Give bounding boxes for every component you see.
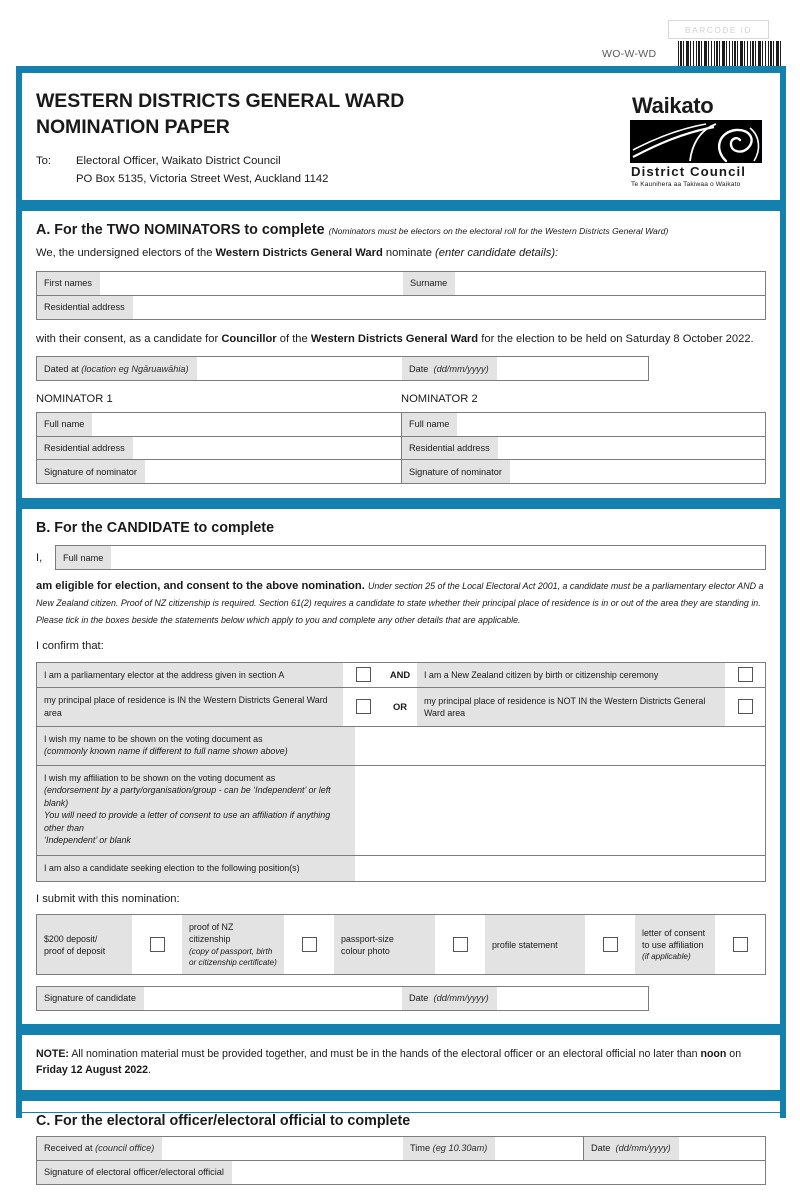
nominator-2-address-input[interactable] [498,437,765,459]
nominator-2-signature-input[interactable] [510,460,765,483]
addressee-line-1: Electoral Officer, Waikato District Council [76,155,281,168]
consent-pre: with their consent, as a candidate for [36,332,222,345]
preferred-name-label-text: I wish my name to be shown on the voting document as [44,733,263,744]
section-a-heading [36,222,766,238]
received-date-label [584,1137,679,1159]
table-row [37,766,765,856]
first-names-label: First names [37,272,100,294]
submit-item-affiliation-letter [635,915,715,973]
table-row [37,688,765,727]
received-time-label [403,1137,495,1159]
affiliation-label [37,766,355,855]
barcode-image [678,41,782,66]
logo-wordmark: Waikato [632,93,714,118]
nominator-1-address-label: Residential address [37,437,133,459]
official-signature-input[interactable] [232,1161,765,1184]
confirm-row-0-left-checkbox[interactable] [343,663,383,687]
nominator-2-heading: NOMINATOR 2 [401,393,478,406]
checkbox-icon [150,937,165,952]
confirm-row-0-right: I am a New Zealand citizen by birth or citizenship ceremony [417,663,725,687]
header-panel [22,73,780,200]
barcode-id-box [668,20,769,39]
table-row [37,727,765,766]
confirm-row-1-right-checkbox[interactable] [725,688,765,726]
submit-item-affiliation-line1: letter of consent [642,928,706,938]
section-b-date-hint: (dd/mm/yyyy) [433,992,489,1003]
submit-item-affiliation-hint: (if applicable) [642,952,691,962]
received-date-input[interactable] [679,1137,765,1159]
received-time-input[interactable] [495,1137,583,1159]
top-strip [0,0,800,66]
nominator-1-heading: NOMINATOR 1 [36,393,113,406]
affiliation-input[interactable] [355,766,765,855]
submit-item-photo-line1: passport-size [341,933,394,944]
submit-item-photo-checkbox[interactable] [435,915,485,973]
addressee-label: To: [36,155,52,168]
received-at-text: Received at [44,1143,93,1154]
dated-at-hint: (location eg Ngāruawāhia) [81,363,189,374]
submit-item-affiliation-checkbox[interactable] [715,915,765,973]
section-a-date-hint: (dd/mm/yyyy) [433,363,489,374]
nominator-2-signature-label: Signature of nominator [402,460,510,483]
candidate-name-row [36,545,766,570]
checkbox-icon [302,937,317,952]
received-date-text: Date [591,1143,611,1154]
received-time-text: Time [410,1143,431,1154]
page-title [36,89,628,140]
received-at-label [37,1137,162,1159]
first-names-input[interactable] [100,272,403,294]
section-b-date-input[interactable] [497,987,648,1010]
submit-item-deposit-checkbox[interactable] [132,915,182,973]
submit-item-citizenship-hint: (copy of passport, birth or citizenship certificate) [189,946,277,967]
nominator-1-column [37,413,401,483]
submit-heading: I submit with this nomination: [36,892,180,905]
addressee-line-2: PO Box 5135, Victoria Street West, Auckland 1142 [76,172,329,185]
affiliation-label-text: I wish my affiliation to be shown on the voting document as [44,772,276,783]
barcode-id-label: BARCODE ID [685,24,752,35]
section-a-title: A. For the TWO NOMINATORS to complete [36,222,325,239]
logo-koru-icon [630,120,762,163]
eligibility-statement [36,578,766,628]
official-signature-label: Signature of electoral officer/electoral official [37,1161,232,1184]
dated-at-text: Dated at [44,363,79,374]
logo-subtitle: District Council [631,164,747,179]
submit-item-citizenship [182,915,284,973]
checkbox-icon [733,937,748,952]
nominator-2-column [401,413,765,483]
table-row [37,437,401,460]
received-date-hint: (dd/mm/yyyy) [615,1143,671,1154]
section-b-heading: B. For the CANDIDATE to complete [36,520,275,537]
candidate-full-name-table [55,545,766,570]
table-row [37,357,648,380]
note-bold-noon: noon [700,1047,727,1060]
candidate-signature-label: Signature of candidate [37,987,144,1010]
submit-item-deposit [37,915,132,973]
submit-item-profile: profile statement [485,915,585,973]
section-a-consent [36,331,766,348]
note-block [22,1035,780,1091]
confirm-row-0-right-checkbox[interactable] [725,663,765,687]
confirm-row-1-right: my principal place of residence is NOT IN the Western Districts General Ward area [417,688,725,726]
received-at-hint: (council office) [95,1143,155,1154]
submit-item-deposit-line2: proof of deposit [44,945,106,956]
table-row [402,437,765,460]
submit-item-citizenship-line1: proof of NZ citizenship [189,922,234,945]
checkbox-icon [453,937,468,952]
confirm-row-0-left: I am a parliamentary elector at the address given in section A [37,663,343,687]
affiliation-hint-2: You will need to provide a letter of consent to use an affiliation if anything other than [44,810,331,833]
checkbox-icon [603,937,618,952]
dated-at-table [36,356,649,381]
section-b-date-label [402,987,497,1010]
section-c [22,1113,780,1194]
received-at-input[interactable] [162,1137,403,1159]
candidate-address-input[interactable] [133,296,765,319]
candidate-signature-table [36,986,649,1011]
section-a-intro [36,245,766,262]
table-row [37,1137,765,1160]
consent-ward: Western Districts General Ward [310,332,479,345]
other-positions-input[interactable] [355,856,765,881]
note-prefix: NOTE: [36,1047,69,1060]
nominator-1-full-name-input[interactable] [92,413,401,435]
candidate-full-name-label: Full name [56,546,111,569]
section-a-date-label [402,357,497,380]
eligibility-bold: am eligible for election, and consent to the above nomination. [36,580,365,593]
i-label: I, [36,551,43,564]
table-row [402,413,765,436]
section-a-heading-note: (Nominators must be electors on the electoral roll for the Western Districts General Ward) [328,226,669,237]
table-row [37,296,765,319]
surname-label: Surname [403,272,455,294]
table-row [37,987,648,1010]
table-row [37,856,765,881]
received-time-hint: (eg 10.30am) [432,1143,488,1154]
affiliation-hint-3: ‘Independent’ or blank [44,835,131,846]
preferred-name-hint: (commonly known name if different to full name shown above) [44,746,288,757]
nominator-1-signature-label: Signature of nominator [37,460,145,483]
note-text-2: on [726,1047,742,1060]
nominator-2-full-name-label: Full name [402,413,457,435]
form-frame [16,66,786,1178]
section-b [22,520,780,1023]
note-text-3: . [148,1064,152,1077]
table-row [37,663,765,688]
intro-mid: nominate [382,247,436,260]
addressee-block [36,153,628,188]
checkbox-icon [356,699,371,714]
submit-item-affiliation-line2: to use affiliation [642,940,704,951]
nominator-1-signature-input[interactable] [145,460,401,483]
section-a [22,222,780,498]
table-row [37,413,401,436]
candidate-details-table [36,271,766,319]
note-text-1: All nomination material must be provided together, and must be in the hands of the electoral officer or an electoral official no later than [68,1047,701,1060]
section-a-date-text: Date [409,363,429,374]
confirmation-table [36,662,766,882]
official-use-table [36,1136,766,1184]
intro-italic: (enter candidate details): [435,247,559,260]
dated-at-label [37,357,197,380]
submit-item-photo-line2: colour photo [341,945,390,956]
nominator-headings [36,393,766,405]
table-row [402,460,765,483]
confirm-row-1-left-checkbox[interactable] [343,688,383,726]
logo-tagline: Te Kaunihera aa Takiwaa o Waikato [631,181,741,189]
preferred-name-label [37,727,355,765]
submit-item-deposit-line1: $200 deposit/ [44,933,98,944]
confirm-row-1-left: my principal place of residence is IN the Western Districts General Ward area [37,688,343,726]
section-b-date-text: Date [409,992,429,1003]
confirm-heading: I confirm that: [36,639,104,652]
table-row [37,460,401,483]
submit-item-citizenship-checkbox[interactable] [284,915,334,973]
confirm-row-0-conjunction: AND [383,663,417,687]
form-code: WO-W-WD [602,48,657,60]
confirm-row-1-conjunction: OR [383,688,417,726]
dated-at-input[interactable] [197,357,402,380]
nominator-2-address-label: Residential address [402,437,498,459]
consent-role: Councillor [221,332,277,345]
divider-band-d [22,1090,780,1101]
note-bold-deadline: Friday 12 August 2022 [36,1064,149,1077]
checkbox-icon [738,699,753,714]
table-row [56,546,765,569]
checkbox-icon [738,667,753,682]
other-positions-label: I am also a candidate seeking election to the following position(s) [37,856,355,881]
nominators-table [36,412,766,484]
preferred-name-input[interactable] [355,727,765,765]
submit-item-photo [334,915,435,973]
divider-band-b [22,498,780,509]
section-a-date-input[interactable] [497,357,648,380]
eligibility-italic: Under section 25 of the Local Electoral Act 2001, a candidate must be a parliamentary elector AND a New Zealand citizen. Proof of NZ citizenship is required. Section 61(2) requires a candidate to state whether their principal place of residence is in or out of the area they are standing in. Please tick in the boxes beside the statements below which apply to you and complete any other details that are applicable. [36,581,764,625]
waikato-district-council-logo [628,89,766,188]
intro-ward: Western Districts General Ward [215,247,383,260]
checkbox-icon [356,667,371,682]
divider-band-a [22,200,780,211]
consent-post: for the election to be held on Saturday 8 October 2022. [478,332,754,345]
candidate-signature-input[interactable] [144,987,402,1010]
page-title-line2: NOMINATION PAPER [36,115,230,138]
surname-input[interactable] [455,272,765,294]
submit-item-profile-checkbox[interactable] [585,915,635,973]
nominator-1-address-input[interactable] [133,437,401,459]
nominator-1-full-name-label: Full name [37,413,92,435]
consent-mid: of the [276,332,311,345]
submission-items-table [36,914,766,974]
divider-band-c [22,1024,780,1035]
nominator-2-full-name-input[interactable] [457,413,765,435]
intro-pre: We, the undersigned electors of the [36,247,216,260]
page-title-line1: WESTERN DISTRICTS GENERAL WARD [36,90,405,112]
candidate-full-name-input[interactable] [111,546,765,569]
table-row [37,272,765,295]
table-row [37,1161,765,1184]
candidate-address-label: Residential address [37,296,133,319]
affiliation-hint-1: (endorsement by a party/organisation/group - can be ‘Independent’ or left blank) [44,785,331,808]
section-c-heading: C. For the electoral officer/electoral official to complete [36,1113,411,1130]
